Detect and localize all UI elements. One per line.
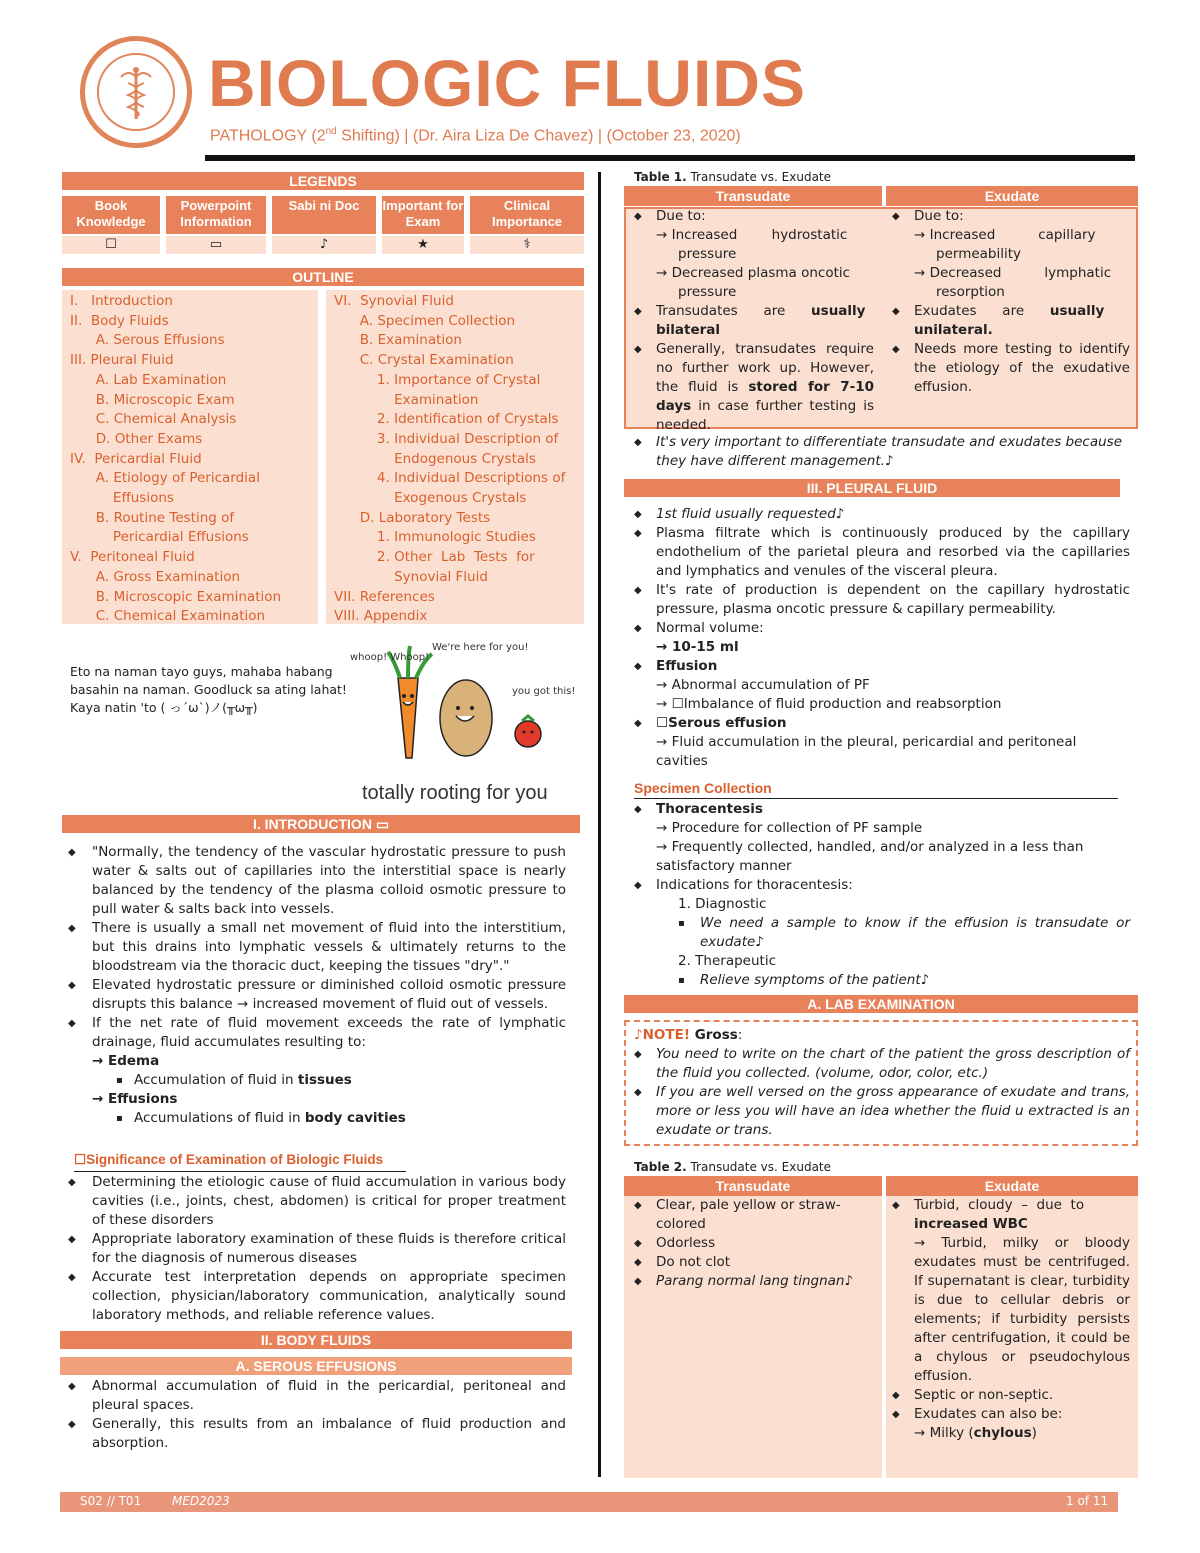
legend-powerpoint-label: Powerpoint Information (166, 196, 266, 234)
table1-exudate-cell: ◆ Due to: → Increased capillary permeability → Decreased lymphatic resorption ◆ Exudates are usually unilateral. ◆ Needs more testing to identify the etiology of the exudative effusion. (892, 208, 1130, 395)
legend-doc-label: Sabi ni Doc (272, 196, 376, 234)
outline-left-list (70, 292, 281, 627)
serous-effusions-header: A. SEROUS EFFUSIONS (60, 1357, 572, 1375)
table2-exudate-header: Exudate (886, 1176, 1138, 1196)
outline-item: A. Gross Examination (70, 568, 241, 585)
arrow-item (62, 1052, 566, 1071)
bullet-icon: ◆ (68, 1018, 76, 1029)
bullet-icon: ◆ (68, 923, 76, 934)
lab-note-content: ♪NOTE! Gross: ◆ You need to write on the chart of the patient the gross description of the fluid you collected. (volume, odor, color, etc.) ◆ If you are well versed on the gross appearance of exudate and trans, more or less you will have an idea whether the fluid u extracted is an exudate or trans. (634, 1027, 1130, 1138)
bullet-icon: ◆ (68, 1272, 76, 1283)
outline-item: C. Crystal Examination (334, 352, 514, 369)
outline-item: 3. Individual Description of (334, 430, 559, 447)
outline-item: 1. Immunologic Studies (334, 529, 536, 546)
arrow-item (62, 1090, 566, 1109)
page-title: BIOLOGIC FLUIDS (208, 46, 806, 120)
bullet-item (62, 1230, 566, 1268)
legends-header: LEGENDS (62, 172, 584, 190)
outline-item: VII. References (334, 588, 435, 605)
outline-item: C. Chemical Analysis (70, 411, 237, 428)
illustration-caption: totally rooting for you (362, 782, 548, 804)
arrow-text: Effusions (108, 1091, 178, 1107)
body-fluids-header: II. BODY FLUIDS (60, 1331, 572, 1349)
bullet-text: Determining the etiologic cause of fluid accumulation in various body cavities (i.e., joints, chest, abdomen) is critical for proper treatment of these disorders (92, 1174, 566, 1228)
outline-item: IV. Pericardial Fluid (70, 450, 202, 467)
bullet-item (62, 1415, 566, 1453)
vegetables-illustration (348, 638, 578, 762)
outline-item: 2. Identification of Crystals (334, 411, 559, 428)
outline-item: Exogenous Crystals (334, 490, 527, 507)
lab-examination-header: A. LAB EXAMINATION (624, 995, 1138, 1013)
table2-transudate-header: Transudate (624, 1176, 882, 1196)
bullet-icon: ◆ (68, 1234, 76, 1245)
greeting-note: Eto na naman tayo guys, mahaba habang basahin na naman. Goodluck sa ating lahat! Kaya natin 'to ( っ´ω`)ノ(╥ω╥) (70, 664, 347, 715)
bullet-item (62, 843, 566, 919)
outline-item: B. Microscopic Examination (70, 588, 282, 605)
outline-right-list (334, 292, 565, 627)
outline-item: D. Laboratory Tests (334, 509, 491, 526)
column-divider (598, 172, 601, 1477)
outline-item: III. Pleural Fluid (70, 352, 174, 369)
caduceus-small-icon: ⚕ (470, 236, 584, 254)
outline-item: V. Peritoneal Fluid (70, 549, 195, 566)
significance-underline (74, 1171, 406, 1172)
specimen-underline (634, 798, 1118, 799)
significance-title: ☐Significance of Examination of Biologic Fluids (74, 1152, 384, 1167)
sub-text: Accumulations of fluid in (134, 1110, 305, 1126)
footer-class: MED2023 (172, 1494, 230, 1508)
square-bullet-icon: ▪ (116, 1075, 123, 1086)
university-seal-logo (80, 36, 192, 148)
table2-transudate-cell: ◆ Clear, pale yellow or straw-colored ◆ Odorless ◆ Do not clot ◆ Parang normal lang tingnan♪ (634, 1197, 854, 1289)
sub-item (62, 1109, 566, 1128)
outline-item: D. Other Exams (70, 430, 203, 447)
footer-section: S02 // T01 (80, 1494, 142, 1508)
pleural-fluid-bullets: ◆ 1st fluid usually requested♪ ◆ Plasma filtrate which is continuously produced by the capillary endothelium of the parietal pleura and resorbed via the capillaries and lymphatics and venules of the visceral pleura. ◆ It's rate of production is dependent on the capillary hydrostatic pressure, plasma oncotic pressure & capillary permeability. ◆ Normal volume: → 10-15 ml ◆ Effusion → Abnormal accumulation of PF → ☐Imbalance of fluid production and reabsorption ◆ ☐Serous effusion → Fluid accumulation in the pleural, pericardial and peritoneal cavities (634, 506, 1130, 769)
bubble-whoop: whoop! Whoop! (350, 652, 430, 663)
book-icon: ☐ (62, 236, 160, 254)
sub-text: Accumulation of fluid in (134, 1072, 298, 1088)
outline-item: I. Introduction (70, 293, 173, 309)
table1-caption: Table 1. Transudate vs. Exudate (634, 170, 832, 184)
table1-transudate-cell: ◆ Due to: → Increased hydrostatic pressure → Decreased plasma oncotic pressure ◆ Transudates are usually bilateral ◆ Generally, transudates require no further work up. However, the fluid is stored for 7-10 days in case further testing is needed. (634, 208, 874, 433)
outline-item: Endogenous Crystals (334, 450, 536, 467)
bullet-text: Appropriate laboratory examination of these fluids is therefore critical for the diagnosis of numerous diseases (92, 1231, 566, 1266)
bullet-icon: ◆ (68, 847, 76, 858)
outline-item: 1. Importance of Crystal (334, 371, 541, 388)
legend-book-label: Book Knowledge (62, 196, 160, 234)
music-note-icon: ♪ (272, 236, 376, 254)
header-divider (205, 155, 1135, 161)
bullet-item (62, 976, 566, 1014)
outline-item: A. Etiology of Pericardial (70, 470, 260, 487)
outline-item: VI. Synovial Fluid (334, 293, 454, 309)
table2-exudate-cell: ◆ Turbid, cloudy – due to increased WBC → Turbid, milky or bloody exudates must be centrifuged. If supernatant is clear, turbidity is due to cellular debris or elements; if turbidity persists after centrifugation, it could be a chylous or pseudochylous effusion. ◆ Septic or non-septic. ◆ Exudates can also be: → Milky (chylous) (892, 1197, 1130, 1441)
sub-bold: body cavities (304, 1110, 406, 1126)
bullet-item (62, 1173, 566, 1230)
arrow-text: Edema (108, 1053, 160, 1069)
bullet-item (62, 1377, 566, 1415)
introduction-bullets (62, 843, 566, 1128)
bubble-here: We're here for you! (432, 642, 529, 653)
outline-item: A. Specimen Collection (334, 312, 516, 329)
outline-item: A. Lab Examination (70, 371, 227, 388)
outline-item: 2. Other Lab Tests for (334, 549, 535, 566)
bullet-text: Accurate test interpretation depends on appropriate specimen collection, physician/laboratory communication, analytically sound laboratory methods, and reliable reference values. (92, 1269, 566, 1323)
table1-transudate-header: Transudate (624, 186, 882, 206)
bullet-icon: ◆ (68, 980, 76, 991)
bullet-item (62, 1268, 566, 1325)
outline-item: B. Microscopic Exam (70, 391, 235, 408)
outline-item: B. Routine Testing of (70, 509, 235, 526)
significance-bullets (62, 1173, 566, 1325)
bullet-text: "Normally, the tendency of the vascular hydrostatic pressure to push water & salts out of capillaries into the interstitial space is nearly balanced by the tendency of the plasma colloid osmotic pressure to pull water & salts back into vessels. (92, 844, 566, 917)
outline-item: II. Body Fluids (70, 312, 169, 329)
outline-item: VIII. Appendix (334, 608, 428, 625)
table1-note: ◆ It's very important to differentiate transudate and exudates because they have different management.♪ (634, 434, 1123, 469)
bullet-text: Abnormal accumulation of fluid in the pericardial, peritoneal and pleural spaces. (92, 1378, 566, 1413)
outline-item: Examination (334, 391, 479, 408)
outline-item: B. Examination (334, 332, 462, 349)
table1-exudate-header: Exudate (886, 186, 1138, 206)
bullet-icon: ◆ (68, 1381, 76, 1392)
outline-item: A. Serous Effusions (70, 332, 225, 349)
outline-item: C. Chemical Examination (70, 608, 266, 625)
bullet-text: Elevated hydrostatic pressure or diminished colloid osmotic pressure disrupts this balance → increased movement of fluid out of vessels. (92, 977, 566, 1012)
sub-bold: tissues (297, 1072, 352, 1088)
table2-caption: Table 2. Transudate vs. Exudate (634, 1160, 832, 1174)
specimen-collection-title: Specimen Collection (634, 780, 772, 796)
outline-item: 4. Individual Descriptions of (334, 470, 566, 487)
pleural-fluid-header: III. PLEURAL FLUID (624, 479, 1120, 497)
bubble-got-this: you got this! (512, 686, 576, 697)
outline-header: OUTLINE (62, 268, 584, 286)
bullet-icon: ◆ (68, 1177, 76, 1188)
outline-item: Effusions (70, 490, 174, 507)
bullet-item (62, 1014, 566, 1052)
outline-item: Synovial Fluid (334, 568, 488, 585)
star-icon: ★ (382, 236, 464, 254)
specimen-collection-bullets: ◆ Thoracentesis → Procedure for collection of PF sample → Frequently collected, handled, and/or analyzed in a less than satisfactory manner ◆ Indications for thoracentesis: 1. Diagnostic ▪ We need a sample to know if the effusion is transudate or exudate♪ 2. Therapeutic ▪ Relieve symptoms of the patient♪ (634, 801, 1130, 988)
caduceus-icon (119, 65, 153, 121)
arrow-icon: → (92, 1091, 109, 1107)
legend-clinical-label: Clinical Importance (470, 196, 584, 234)
outline-item: Pericardial Effusions (70, 529, 249, 546)
square-bullet-icon: ▪ (116, 1113, 123, 1124)
bullet-text: If the net rate of fluid movement exceeds the rate of lymphatic drainage, fluid accumulates resulting to: (92, 1015, 566, 1050)
sub-item (62, 1071, 566, 1090)
body-fluids-bullets (62, 1377, 566, 1453)
powerpoint-icon: ▭ (166, 236, 266, 254)
legend-exam-label: Important for Exam (382, 196, 464, 234)
bullet-item (62, 919, 566, 976)
arrow-icon: → (92, 1053, 109, 1069)
introduction-header: I. INTRODUCTION ▭ (62, 815, 580, 833)
bullet-text: Generally, this results from an imbalance of fluid production and absorption. (92, 1416, 566, 1451)
footer-page-number: 1 of 11 (1066, 1494, 1109, 1508)
bullet-icon: ◆ (68, 1419, 76, 1430)
page-subtitle: PATHOLOGY (2nd Shifting) | (Dr. Aira Liza De Chavez) | (October 23, 2020) (210, 126, 741, 145)
bullet-text: There is usually a small net movement of fluid into the interstitium, but this drains into lymphatic vessels & ultimately returns to the bloodstream via the thoracic duct, keeping the tissues "dry"." (92, 920, 566, 974)
